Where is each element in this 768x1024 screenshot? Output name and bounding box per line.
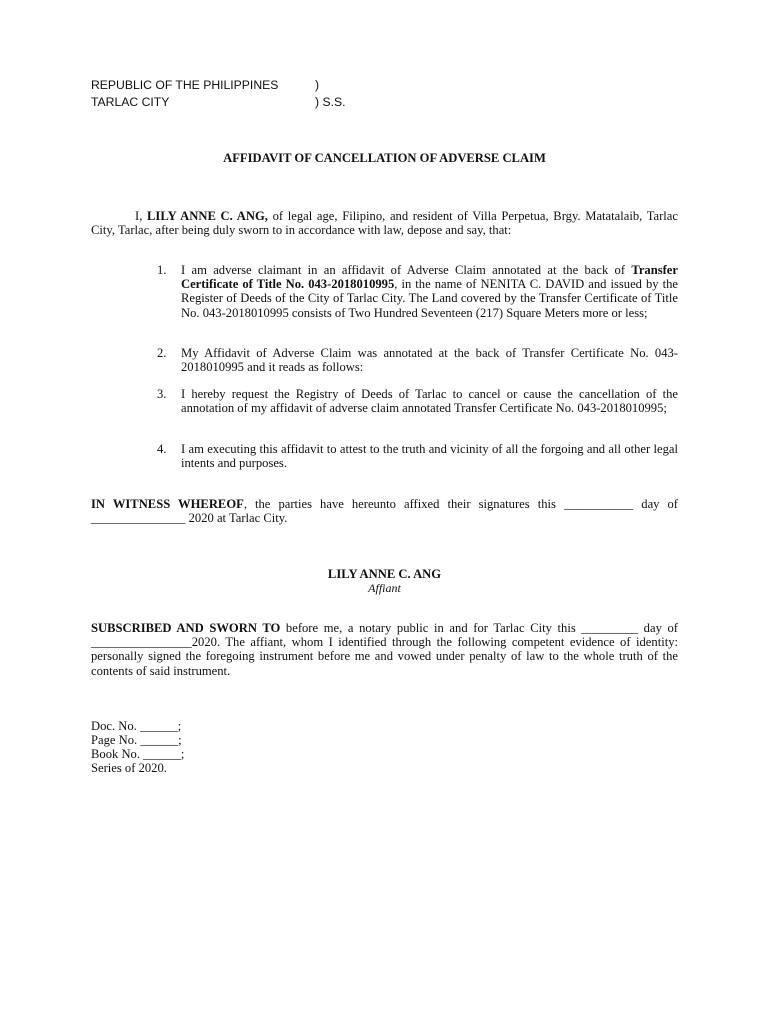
jurat-paragraph (91, 621, 678, 678)
affiant-name: LILY ANNE C. ANG (327, 567, 442, 581)
item-text: I hereby request the Registry of Deeds of Tarlac to cancel or cause the cancellation of the annotation of my affidavit of adverse claim annotated Transfer Certificate No. 043-2018010995; (181, 387, 678, 416)
venue-line-2 (91, 95, 391, 110)
book-number-line: Book No. ______; (91, 747, 185, 761)
venue-bracket: ) (315, 78, 320, 92)
item-number: 2. (157, 346, 167, 360)
series-line: Series of 2020. (91, 761, 167, 775)
intro-pre: I, (135, 209, 148, 223)
page-number-line: Page No. ______; (91, 733, 182, 747)
intro-text: of legal age, Filipino, and resident of Villa Perpetua, Brgy. Matatalaib, Tarlac City, Tarlac, after being duly sworn to in accordance with law, depose and say, that: (91, 209, 678, 238)
item-number: 4. (157, 442, 167, 456)
jurat-text: before me, a notary public in and for Tarlac City this _________ day of ________________2020. The affiant, whom I identified through the following competent evidence of identity: personally signed the foregoing instrument before me and vowed under penalty of law to the whole truth of the contents of said instrument. (91, 621, 678, 678)
affiant-label: Affiant (368, 581, 401, 595)
item-text: My Affidavit of Adverse Claim was annotated at the back of Transfer Certificate No. 043-2018010995 and it reads as follows: (181, 346, 678, 375)
item-text: I am executing this affidavit to attest to the truth and vicinity of all the forgoing and all other legal intents and purposes. (181, 442, 678, 471)
witness-paragraph (91, 497, 678, 525)
venue-ss: ) S.S. (315, 95, 346, 109)
tct-number: Transfer Certificate of Title No. 043-2018010995 (181, 263, 678, 292)
item-number: 3. (157, 387, 167, 401)
item-text-pre: I am adverse claimant in an affidavit of Adverse Claim annotated at the back of (181, 263, 632, 277)
doc-number-line: Doc. No. ______; (91, 719, 182, 733)
venue-line-1 (91, 78, 391, 93)
witness-text: , the parties have hereunto affixed their signatures this ___________ day of _______________ 2020 at Tarlac City. (91, 497, 678, 526)
witness-heading: IN WITNESS WHEREOF (91, 497, 244, 511)
item-number: 1. (157, 263, 167, 277)
venue-country: REPUBLIC OF THE PHILIPPINES (91, 78, 279, 92)
item-text-post: , in the name of NENITA C. DAVID and issued by the Register of Deeds of the City of Tarlac City. The Land covered by the Transfer Certificate of Title No. 043-2018010995 consists of Two Hundred Seventeen (217) Square Meters more or less; (181, 277, 679, 320)
jurat-heading: SUBSCRIBED AND SWORN TO (91, 621, 281, 635)
intro-paragraph (91, 209, 678, 237)
affiant-name-inline: LILY ANNE C. ANG, (147, 209, 268, 223)
document-title: AFFIDAVIT OF CANCELLATION OF ADVERSE CLAIM (223, 151, 546, 165)
item-text (181, 263, 678, 320)
venue-city: TARLAC CITY (91, 95, 170, 109)
